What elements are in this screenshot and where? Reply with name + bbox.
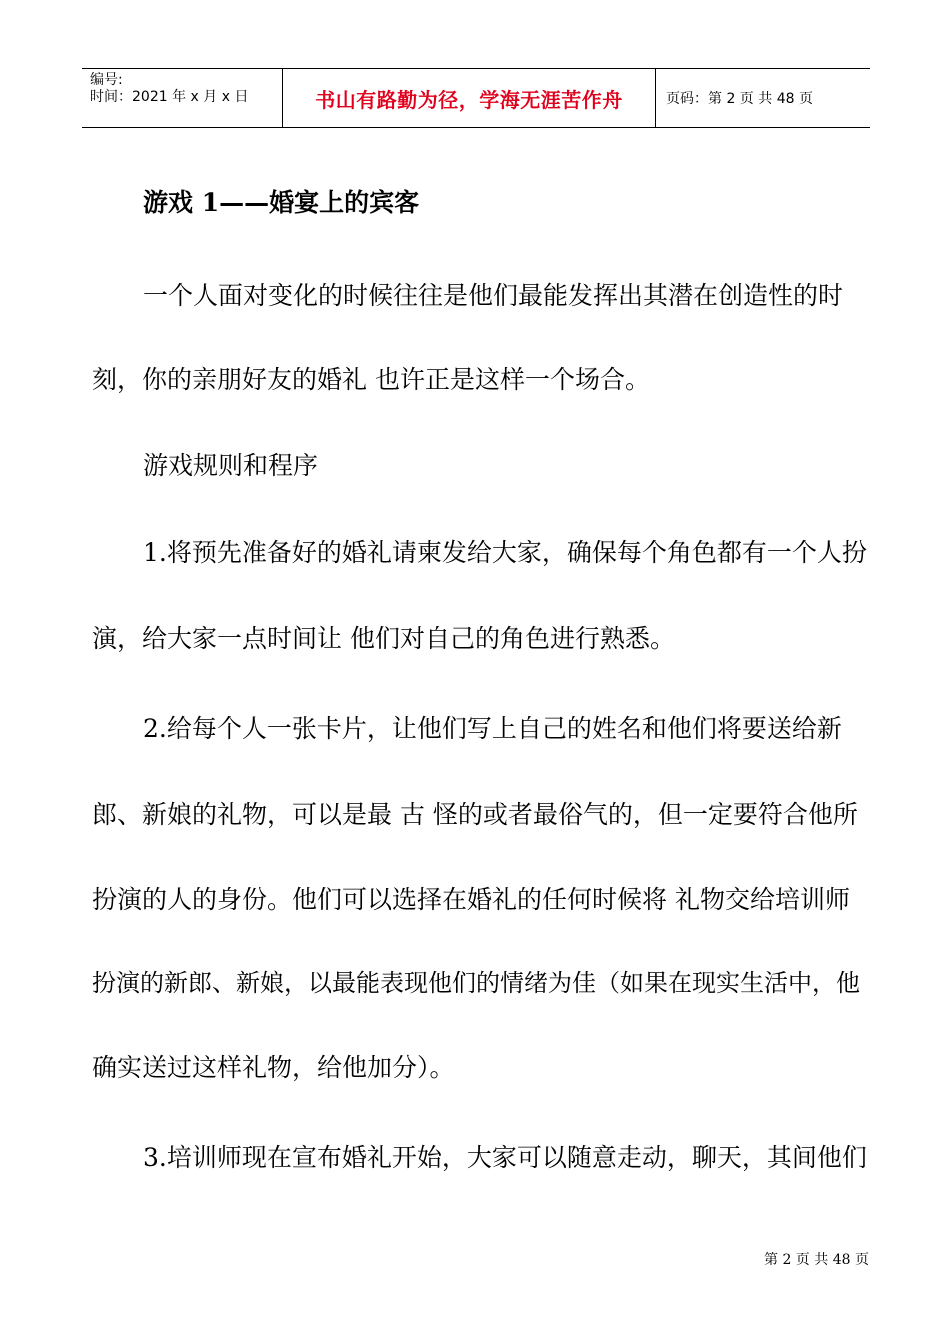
paragraph-line: 扮演的新郎、新娘，以最能表现他们的情绪为佳（如果在现实生活中，他 xyxy=(92,969,860,997)
document-date: 时间：2021 年 x 月 x 日 xyxy=(90,89,249,105)
header-motto-cell xyxy=(282,69,656,127)
paragraph-line: 确实送过这样礼物，给他加分）。 xyxy=(92,1053,455,1082)
paragraph-line: 刻，你的亲朋好友的婚礼 也许正是这样一个场合。 xyxy=(92,365,650,394)
paragraph-line: 3.培训师现在宣布婚礼开始，大家可以随意走动，聊天，其间他们 xyxy=(143,1143,867,1172)
section-title: 游戏 1——婚宴上的宾客 xyxy=(143,188,420,217)
page-header xyxy=(82,68,870,128)
page-footer: 第 2 页 共 48 页 xyxy=(764,1252,869,1268)
paragraph-line: 扮演的人的身份。他们可以选择在婚礼的任何时候将 礼物交给培训师 xyxy=(92,885,850,914)
paragraph-line: 一个人面对变化的时候往往是他们最能发挥出其潜在创造性的时 xyxy=(143,281,844,310)
document-number-label: 编号: xyxy=(90,72,123,88)
header-page-info: 页码：第 2 页 共 48 页 xyxy=(666,91,813,107)
header-motto: 书山有路勤为径，学海无涯苦作舟 xyxy=(315,87,623,112)
paragraph-line: 2.给每个人一张卡片，让他们写上自己的姓名和他们将要送给新 xyxy=(143,714,842,743)
subheading: 游戏规则和程序 xyxy=(143,451,319,480)
header-meta xyxy=(82,69,282,127)
paragraph-line: 郎、新娘的礼物，可以是最 古 怪的或者最俗气的，但一定要符合他所 xyxy=(92,800,858,829)
paragraph-line: 演，给大家一点时间让 他们对自己的角色进行熟悉。 xyxy=(92,624,675,653)
header-page-cell xyxy=(656,69,870,127)
paragraph-line: 1.将预先准备好的婚礼请柬发给大家，确保每个角色都有一个人扮 xyxy=(143,538,867,567)
